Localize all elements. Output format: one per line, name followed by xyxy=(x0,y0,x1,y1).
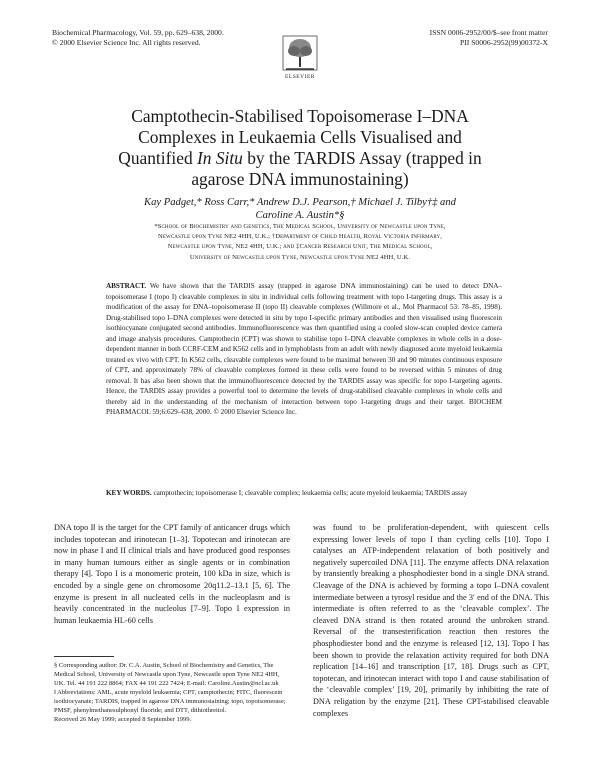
author-list xyxy=(60,196,540,222)
pii-line: PII S0006-2952(99)00372-X xyxy=(460,38,548,47)
footnote-abbreviations: ‖ Abbreviations: AML, acute myeloid leukaemia; CPT, camptothecin; FITC, fluorescein isothiocyanate; TARDIS, trapped in agarose DNA immunostaining; topo, topoisomerase; PMSF, phenylmethanesulphonyl fluoride; and DTT, dithiothreitol. xyxy=(54,689,286,714)
footnote-divider xyxy=(54,656,114,657)
title-line-2: Complexes in Leukaemia Cells Visualised and xyxy=(138,127,462,147)
footnote-correspondence: § Corresponding author: Dr. C.A. Austin, School of Biochemistry and Genetics, The Medical School, University of Newcastle upon Tyne, Newcastle upon Tyne NE2 4HH, UK. Tel. 44 191 222 8864; FAX 44 191 222 7424; E-mail: Caroline.Austin@ncl.ac.uk xyxy=(54,662,280,687)
keywords-text: camptothecin; topoisomerase I; cleavable complex; leukaemia cells; acute myeloid leukaemia; TARDIS assay xyxy=(153,489,468,497)
issn-header xyxy=(430,28,548,48)
abstract-text: We have shown that the TARDIS assay (trapped in agarose DNA immunostaining) can be used to detect DNA–topoisomerase I (topo I) cleavable complexes in situ in individual cells following treatment with topo I-targeting drugs. This assay is a modification of the assay for DNA–topoisomerase II (topo II) cleavable complexes (Willmore et al., Mol Pharmacol 53: 78–85, 1998). Drug-stabilised topo I–DNA complexes were detected in situ by topo I-specific primary antibodies and then visualised using fluorescein isothiocyanate conjugated second antibodies. Immunofluorescence was then quantified using a cooled slow-scan coupled device camera and image analysis procedures. Camptothecin (CPT) was shown to stabilise topo I–DNA cleavable complexes in whole cells in a dose-dependent manner in both CCRF-CEM and K562 cells and in lymphoblasts from an adult with newly diagnosed acute myeloid leukaemia treated ex vivo with CPT. In K562 cells, cleavable complexes were found to be maximal between 30 and 90 minutes continuous exposure of CPT, and approximately 78% of cleavable complexes formed in these cells were found to be reversed within 5 minutes of drug removal. It has also been shown that the immunofluorescence detected by the TARDIS assay was specific for topo I-targeting agents. Hence, the TARDIS assay provides a powerful tool to determine the levels of drug-stabilised cleavable complexes in whole cells and thereby aid in the understanding of the mechanism of interaction between topo I-targeting drugs and their target. xyxy=(106,282,502,406)
keywords-label: KEY WORDS. xyxy=(106,489,152,497)
body-paragraph-left: DNA topo I‖ is the target for the CPT family of anticancer drugs which includes topotecan and irinotecan [1–3]. Topotecan and irinotecan are now in phase I and II clinical trials and have produced good responses in many human tumours either as single agents or in combination therapy [4]. Topo I is a monomeric protein, 100 kDa in size, which is encoded by a single gene on chromosome 20q11.2–13.1 [5, 6]. The enzyme is present in all nucleated cells in the nucleoplasm and is heavily concentrated in the nucleolus [7–9]. Topo I expression in human leukaemia HL-60 cells xyxy=(54,523,290,625)
issn-line: ISSN 0006-2952/00/$–see front matter xyxy=(429,28,548,37)
copyright-line: © 2000 Elsevier Science Inc. All rights reserved. xyxy=(52,38,201,47)
authors-line-1: Kay Padget,* Ross Carr,* Andrew D.J. Pearson,† Michael J. Tilby†‡ and xyxy=(144,197,456,208)
affiliation-line-1: *School of Biochemistry and Genetics, The Medical School, University of Newcastle upon Tyne, xyxy=(154,223,446,230)
title-line-4: agarose DNA immunostaining) xyxy=(191,169,409,189)
title-line-3 xyxy=(80,148,520,169)
affiliation-line-4: University of Newcastle upon Tyne, Newcastle upon Tyne NE2 4HH, U.K. xyxy=(189,253,411,261)
abstract-citation: BIOCHEM PHARMACOL 59;6:629–638, 2000. © 2000 Elsevier Science Inc. xyxy=(106,397,502,416)
journal-header xyxy=(52,28,224,48)
body-column-right xyxy=(313,522,549,719)
title-line-3a: Quantified xyxy=(118,148,197,168)
body-paragraph-right: was found to be proliferation-dependent, with quiescent cells expressing lower levels of topo I than cycling cells [10]. Topo I catalyses an ATP-independent relaxation of both positively and negatively supercoiled DNA [11]. The enzyme affects DNA relaxation by transiently breaking a phosphodiester bond in a single DNA strand. Cleavage of the DNA is achieved by forming a topo I–DNA covalent intermediate between a tyrosyl residue and the 3′ end of the DNA. This intermediate is often referred to as the ‘cleavable complex’. The cleaved DNA strand is then rotated around the unbroken strand. Reversal of the transesterification reaction then restores the phosphodiester bond and the enzyme is released [12, 13]. Topo I has been shown to provide the relaxation activity required for both DNA replication [14–16] and transcription [17, 18]. Drugs such as CPT, topotecan, and irinotecan interact with topo I and cause stabilisation of the ‘cleavable complex’ [19, 20], primarily by inhibiting the rate of DNA religation by the enzyme [21]. These CPT-stabilised cleavable complexes xyxy=(313,523,549,718)
authors-line-2: Caroline A. Austin*§ xyxy=(255,210,345,221)
publisher-logo-text: ELSEVIER xyxy=(285,74,315,80)
abstract xyxy=(106,281,502,418)
body-column-left xyxy=(54,522,290,626)
elsevier-tree-logo-icon xyxy=(280,33,320,77)
affiliation-line-2: Newcastle upon Tyne NE2 4HH, U.K.; †Department of Child Health, Royal Victoria Infirmary, xyxy=(158,233,442,241)
affiliations xyxy=(90,222,510,263)
abstract-label: ABSTRACT. xyxy=(106,282,147,290)
journal-citation: Biochemical Pharmacology, Vol. 59, pp. 629–638, 2000. xyxy=(52,28,224,37)
footnote-received: Received 26 May 1999; accepted 8 September 1999. xyxy=(54,716,192,723)
title-line-3c: by the TARDIS Assay (trapped in xyxy=(242,148,482,168)
title-line-1: Camptothecin-Stabilised Topoisomerase I–DNA xyxy=(131,106,469,126)
footnotes xyxy=(54,661,290,724)
keywords xyxy=(106,488,502,499)
affiliation-line-3: Newcastle upon Tyne, NE2 4HH, U.K.; and ‡Cancer Research Unit, The Medical School, xyxy=(167,243,433,251)
title-line-3b: In Situ xyxy=(196,148,243,168)
article-title xyxy=(80,106,520,190)
